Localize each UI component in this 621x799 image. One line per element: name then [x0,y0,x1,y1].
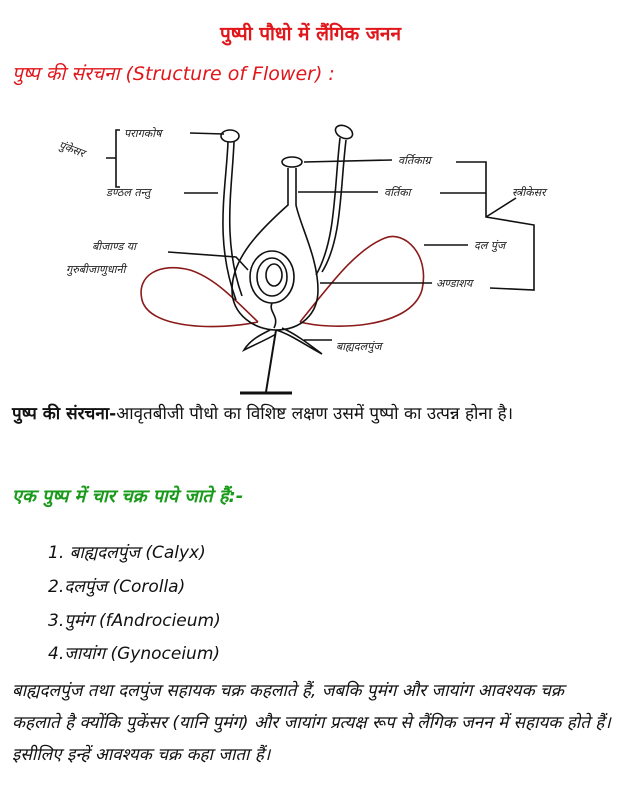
label-stamen: पुंकेसर [56,138,87,160]
label-style: वर्तिका [384,186,411,199]
section-heading: पुष्प की संरचना (Structure of Flower) : [12,63,335,85]
list-item: 4.जायांग (Gynoceium) [48,644,221,664]
stigma-shape [282,157,302,167]
four-whorls-heading: एक पुष्प में चार चक्र पाये जाते हैं:- [12,486,244,507]
paragraph-bold-lead: पुष्प की संरचना- [12,404,117,424]
label-megasporangium: गुरुबीजाणुधानी [66,263,126,276]
label-ovary: अण्डाशय [436,277,473,290]
paragraph-whorls-explanation: बाह्यदलपुंज तथा दलपुंज सहायक चक्र कहलाते हैं, जबकि पुमंग और जायांग आवश्यक चक्र कहलाते है क्योंकि पुकेंसर (यानि पुमंग) और जायांग प्रत्यक्ष रूप से लैंगिक जनन में सहायक होते हैं। इसीलिए इन्हें आवश्यक चक्र कहा जाता हैं। [12,681,611,765]
paragraph-flower-structure [12,398,612,430]
sepal-right [276,328,322,354]
label-pistil: स्त्रीकेसर [512,186,546,199]
label-ovule: बीजाण्ड या [92,240,136,253]
list-item: 3.पुमंग (fAndrocieum) [48,611,221,631]
petal-right [300,237,424,327]
anther-right [333,123,354,141]
sepal-left [244,330,276,350]
label-calyx: बाह्यदलपुंज [336,340,382,353]
page-title: पुष्पी पौधो में लैंगिक जनन [219,23,402,45]
list-item: 2.दलपुंज (Corolla) [48,577,186,597]
label-stigma: वर्तिकाग्र [398,154,431,167]
label-anther: परागकोष [124,127,162,140]
anther-left [221,130,239,142]
petal-left [141,268,258,327]
label-corolla: दल पुंज [474,239,506,252]
label-filament: डण्ठल तन्तु [106,186,151,199]
list-item: 1. बाह्यदलपुंज (Calyx) [48,543,206,563]
paragraph-text: आवृतबीजी पौधो का विशिष्ट लक्षण उसमें पुष्पो का उत्पन्न होना है। [116,404,514,424]
